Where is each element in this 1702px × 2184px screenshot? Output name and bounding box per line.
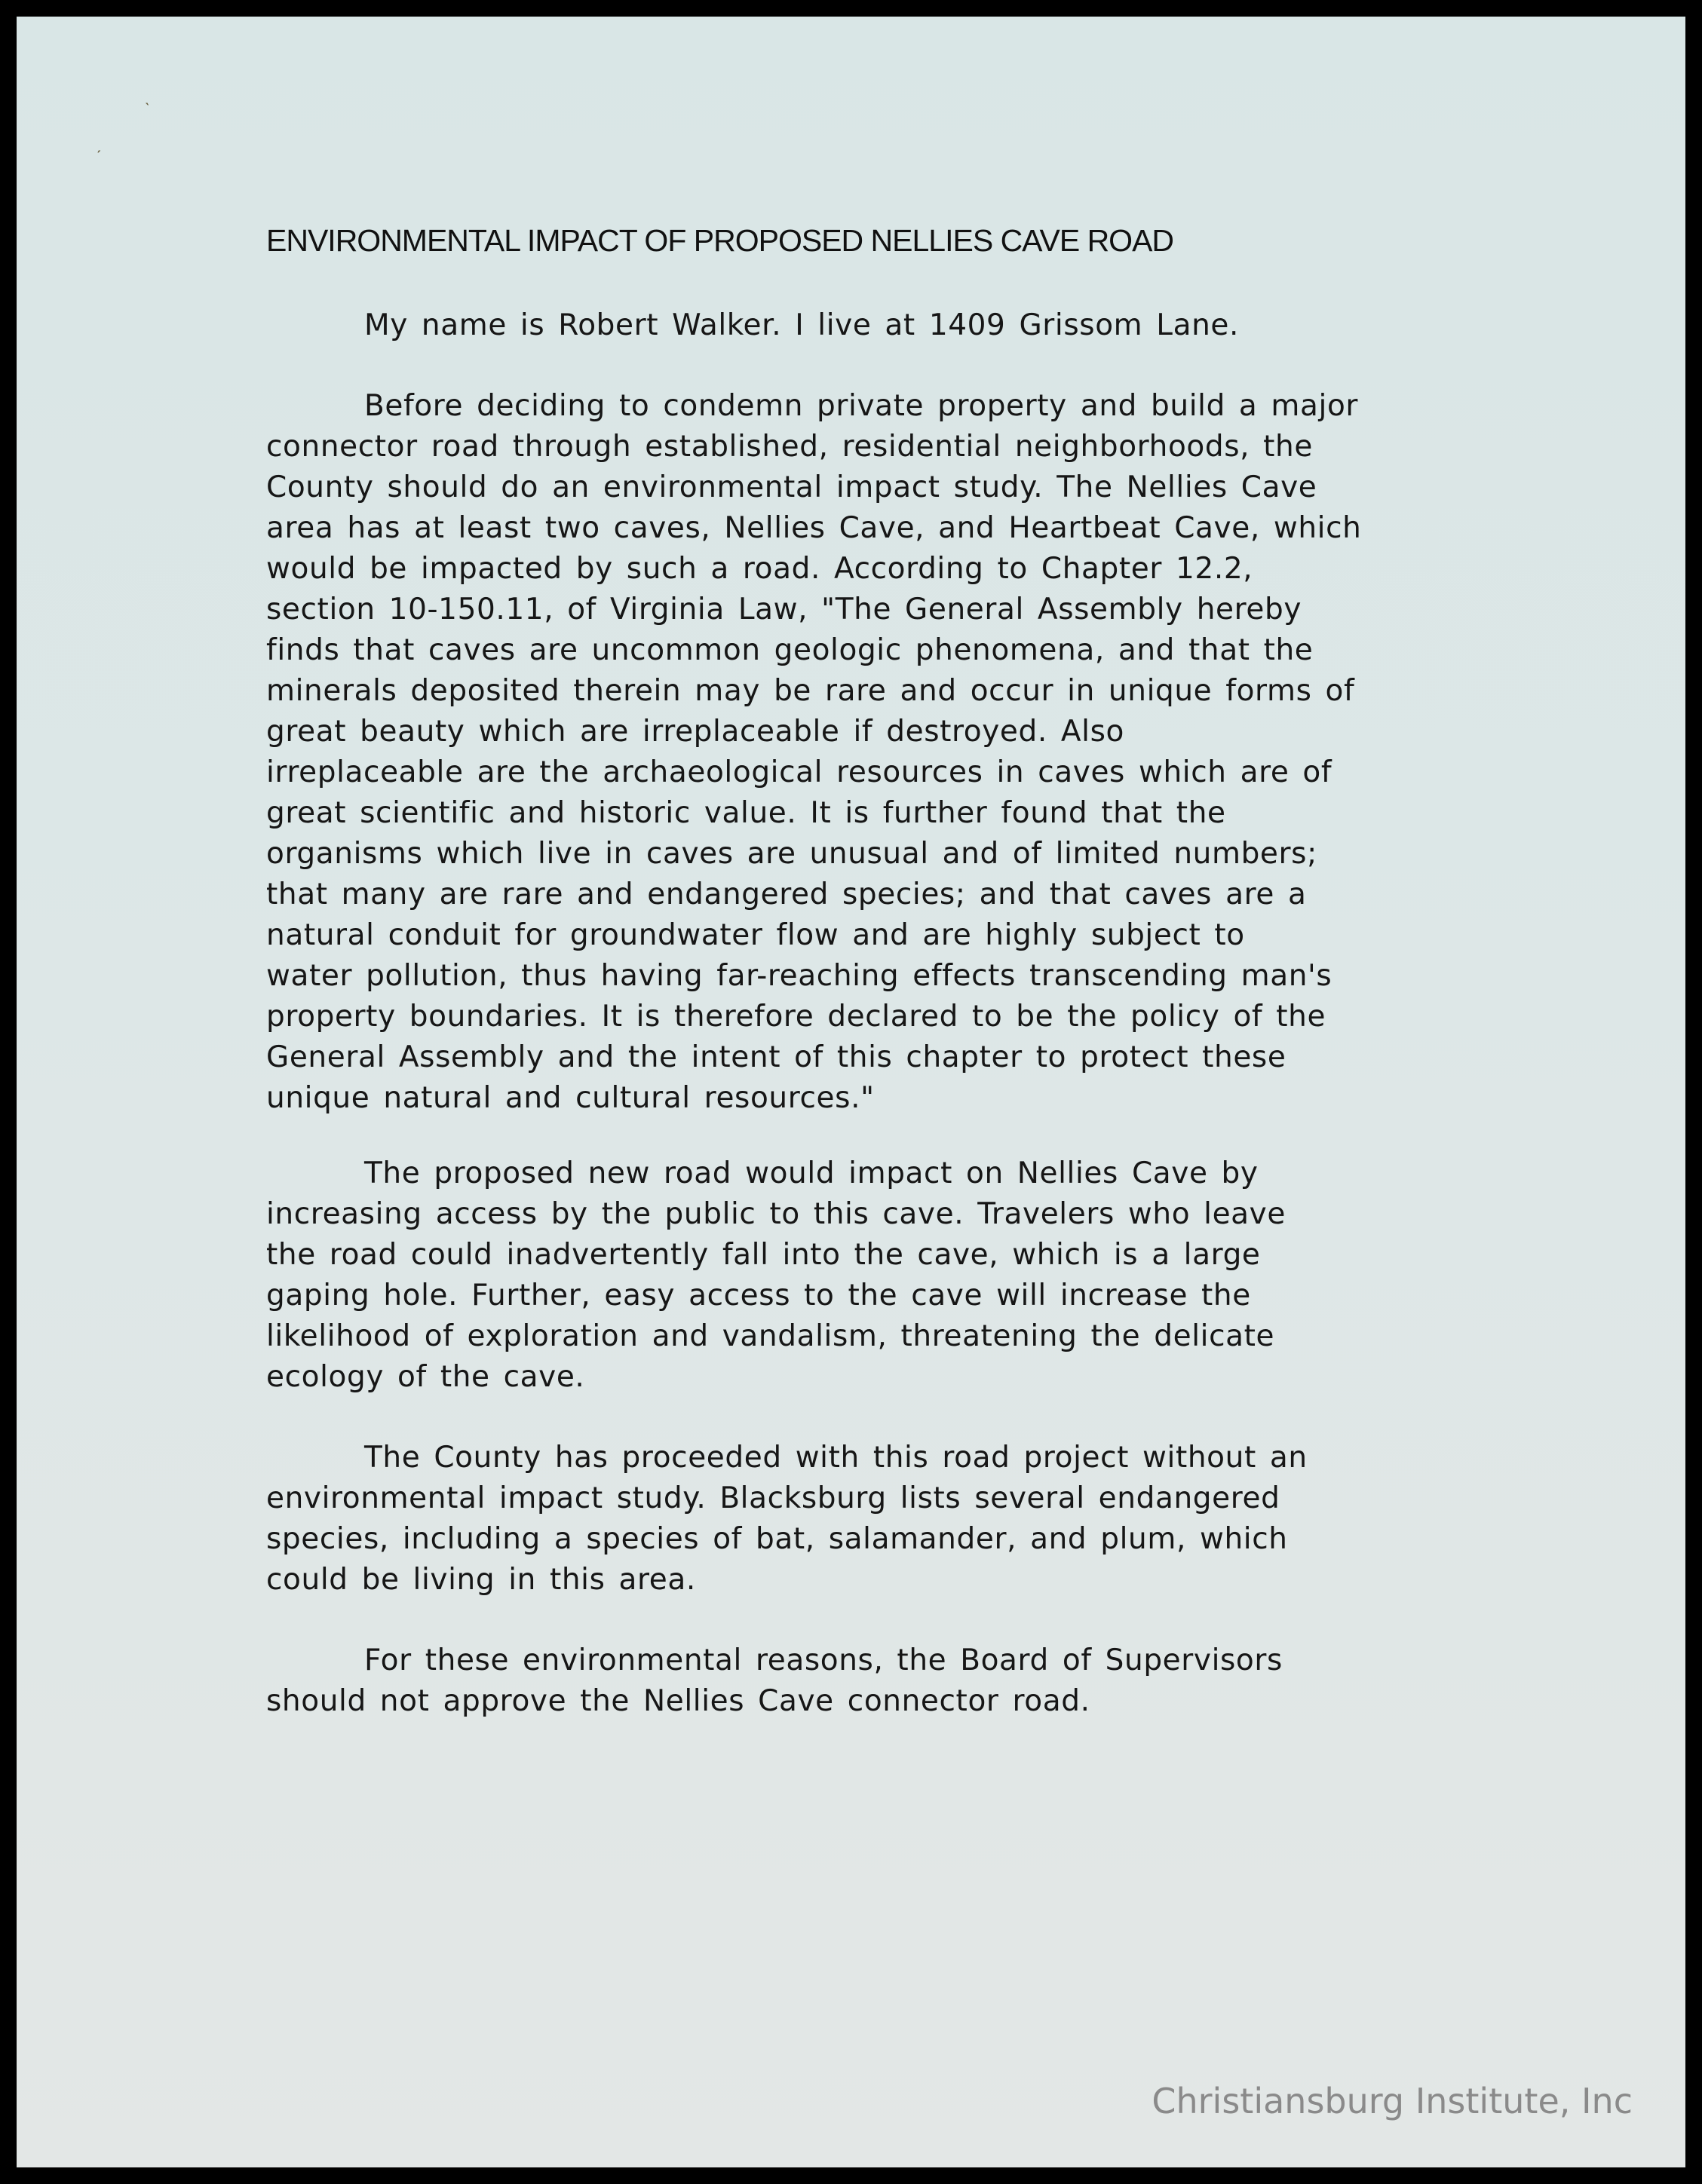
paragraph-line: would be impacted by such a road. According to Chapter 12.2, <box>266 552 1253 586</box>
stray-mark: ˎ <box>145 87 151 106</box>
paragraph-line: Before deciding to condemn private property and build a major <box>364 389 1359 423</box>
paragraph-virginia-law <box>266 386 1473 1119</box>
paragraph-line: that many are rare and endangered species; and that caves are a <box>266 878 1307 911</box>
paragraph-conclusion <box>266 1640 1473 1722</box>
paragraph-line: gaping hole. Further, easy access to the cave will increase the <box>266 1279 1251 1313</box>
paragraph-line: irreplaceable are the archaeological resources in caves which are of <box>266 755 1332 789</box>
document-page <box>17 17 1685 2167</box>
paragraph-line: The County has proceeded with this road project without an <box>364 1441 1308 1475</box>
paragraph-line: unique natural and cultural resources." <box>266 1081 875 1115</box>
paragraph-line: section 10-150.11, of Virginia Law, "The General Assembly hereby <box>266 593 1302 626</box>
paragraph-line: species, including a species of bat, salamander, and plum, which <box>266 1522 1288 1556</box>
paragraph-line: should not approve the Nellies Cave connector road. <box>266 1684 1090 1718</box>
paragraph-line: The proposed new road would impact on Nellies Cave by <box>364 1156 1259 1190</box>
paragraph-line: great scientific and historic value. It is further found that the <box>266 796 1226 830</box>
paragraph-line: likelihood of exploration and vandalism, threatening the delicate <box>266 1319 1275 1353</box>
archive-watermark: Christiansburg Institute, Inc <box>1152 2081 1633 2121</box>
paragraph-line: connector road through established, residential neighborhoods, the <box>266 430 1313 464</box>
paragraph-line: My name is Robert Walker. I live at 1409 Grissom Lane. <box>364 308 1239 342</box>
paragraph-line: the road could inadvertently fall into the cave, which is a large <box>266 1238 1261 1272</box>
paragraph-road-impact <box>266 1153 1473 1398</box>
paragraph-line: ecology of the cave. <box>266 1360 585 1394</box>
document-title: ENVIRONMENTAL IMPACT OF PROPOSED NELLIES CAVE ROAD <box>266 223 1174 258</box>
paragraph-line: minerals deposited therein may be rare and occur in unique forms of <box>266 674 1355 708</box>
paragraph-line: could be living in this area. <box>266 1563 696 1597</box>
paragraph-line: organisms which live in caves are unusual and of limited numbers; <box>266 837 1317 871</box>
paragraph-line: For these environmental reasons, the Board of Supervisors <box>364 1643 1283 1677</box>
paragraph-line: General Assembly and the intent of this chapter to protect these <box>266 1040 1286 1074</box>
paragraph-line: water pollution, thus having far-reaching effects transcending man's <box>266 959 1332 993</box>
paragraph-line: finds that caves are uncommon geologic phenomena, and that the <box>266 633 1314 667</box>
paragraph-intro <box>266 305 1473 346</box>
paragraph-line: area has at least two caves, Nellies Cave, and Heartbeat Cave, which <box>266 511 1362 545</box>
paragraph-line: property boundaries. It is therefore declared to be the policy of the <box>266 1000 1326 1034</box>
paragraph-line: County should do an environmental impact study. The Nellies Cave <box>266 470 1317 504</box>
paragraph-line: increasing access by the public to this cave. Travelers who leave <box>266 1197 1286 1231</box>
paragraph-line: environmental impact study. Blacksburg lists several endangered <box>266 1481 1280 1515</box>
paragraph-line: natural conduit for groundwater flow and are highly subject to <box>266 918 1245 952</box>
paragraph-endangered-species <box>266 1438 1473 1600</box>
paragraph-line: great beauty which are irreplaceable if destroyed. Also <box>266 715 1124 749</box>
stray-mark: ˏ <box>96 134 102 153</box>
